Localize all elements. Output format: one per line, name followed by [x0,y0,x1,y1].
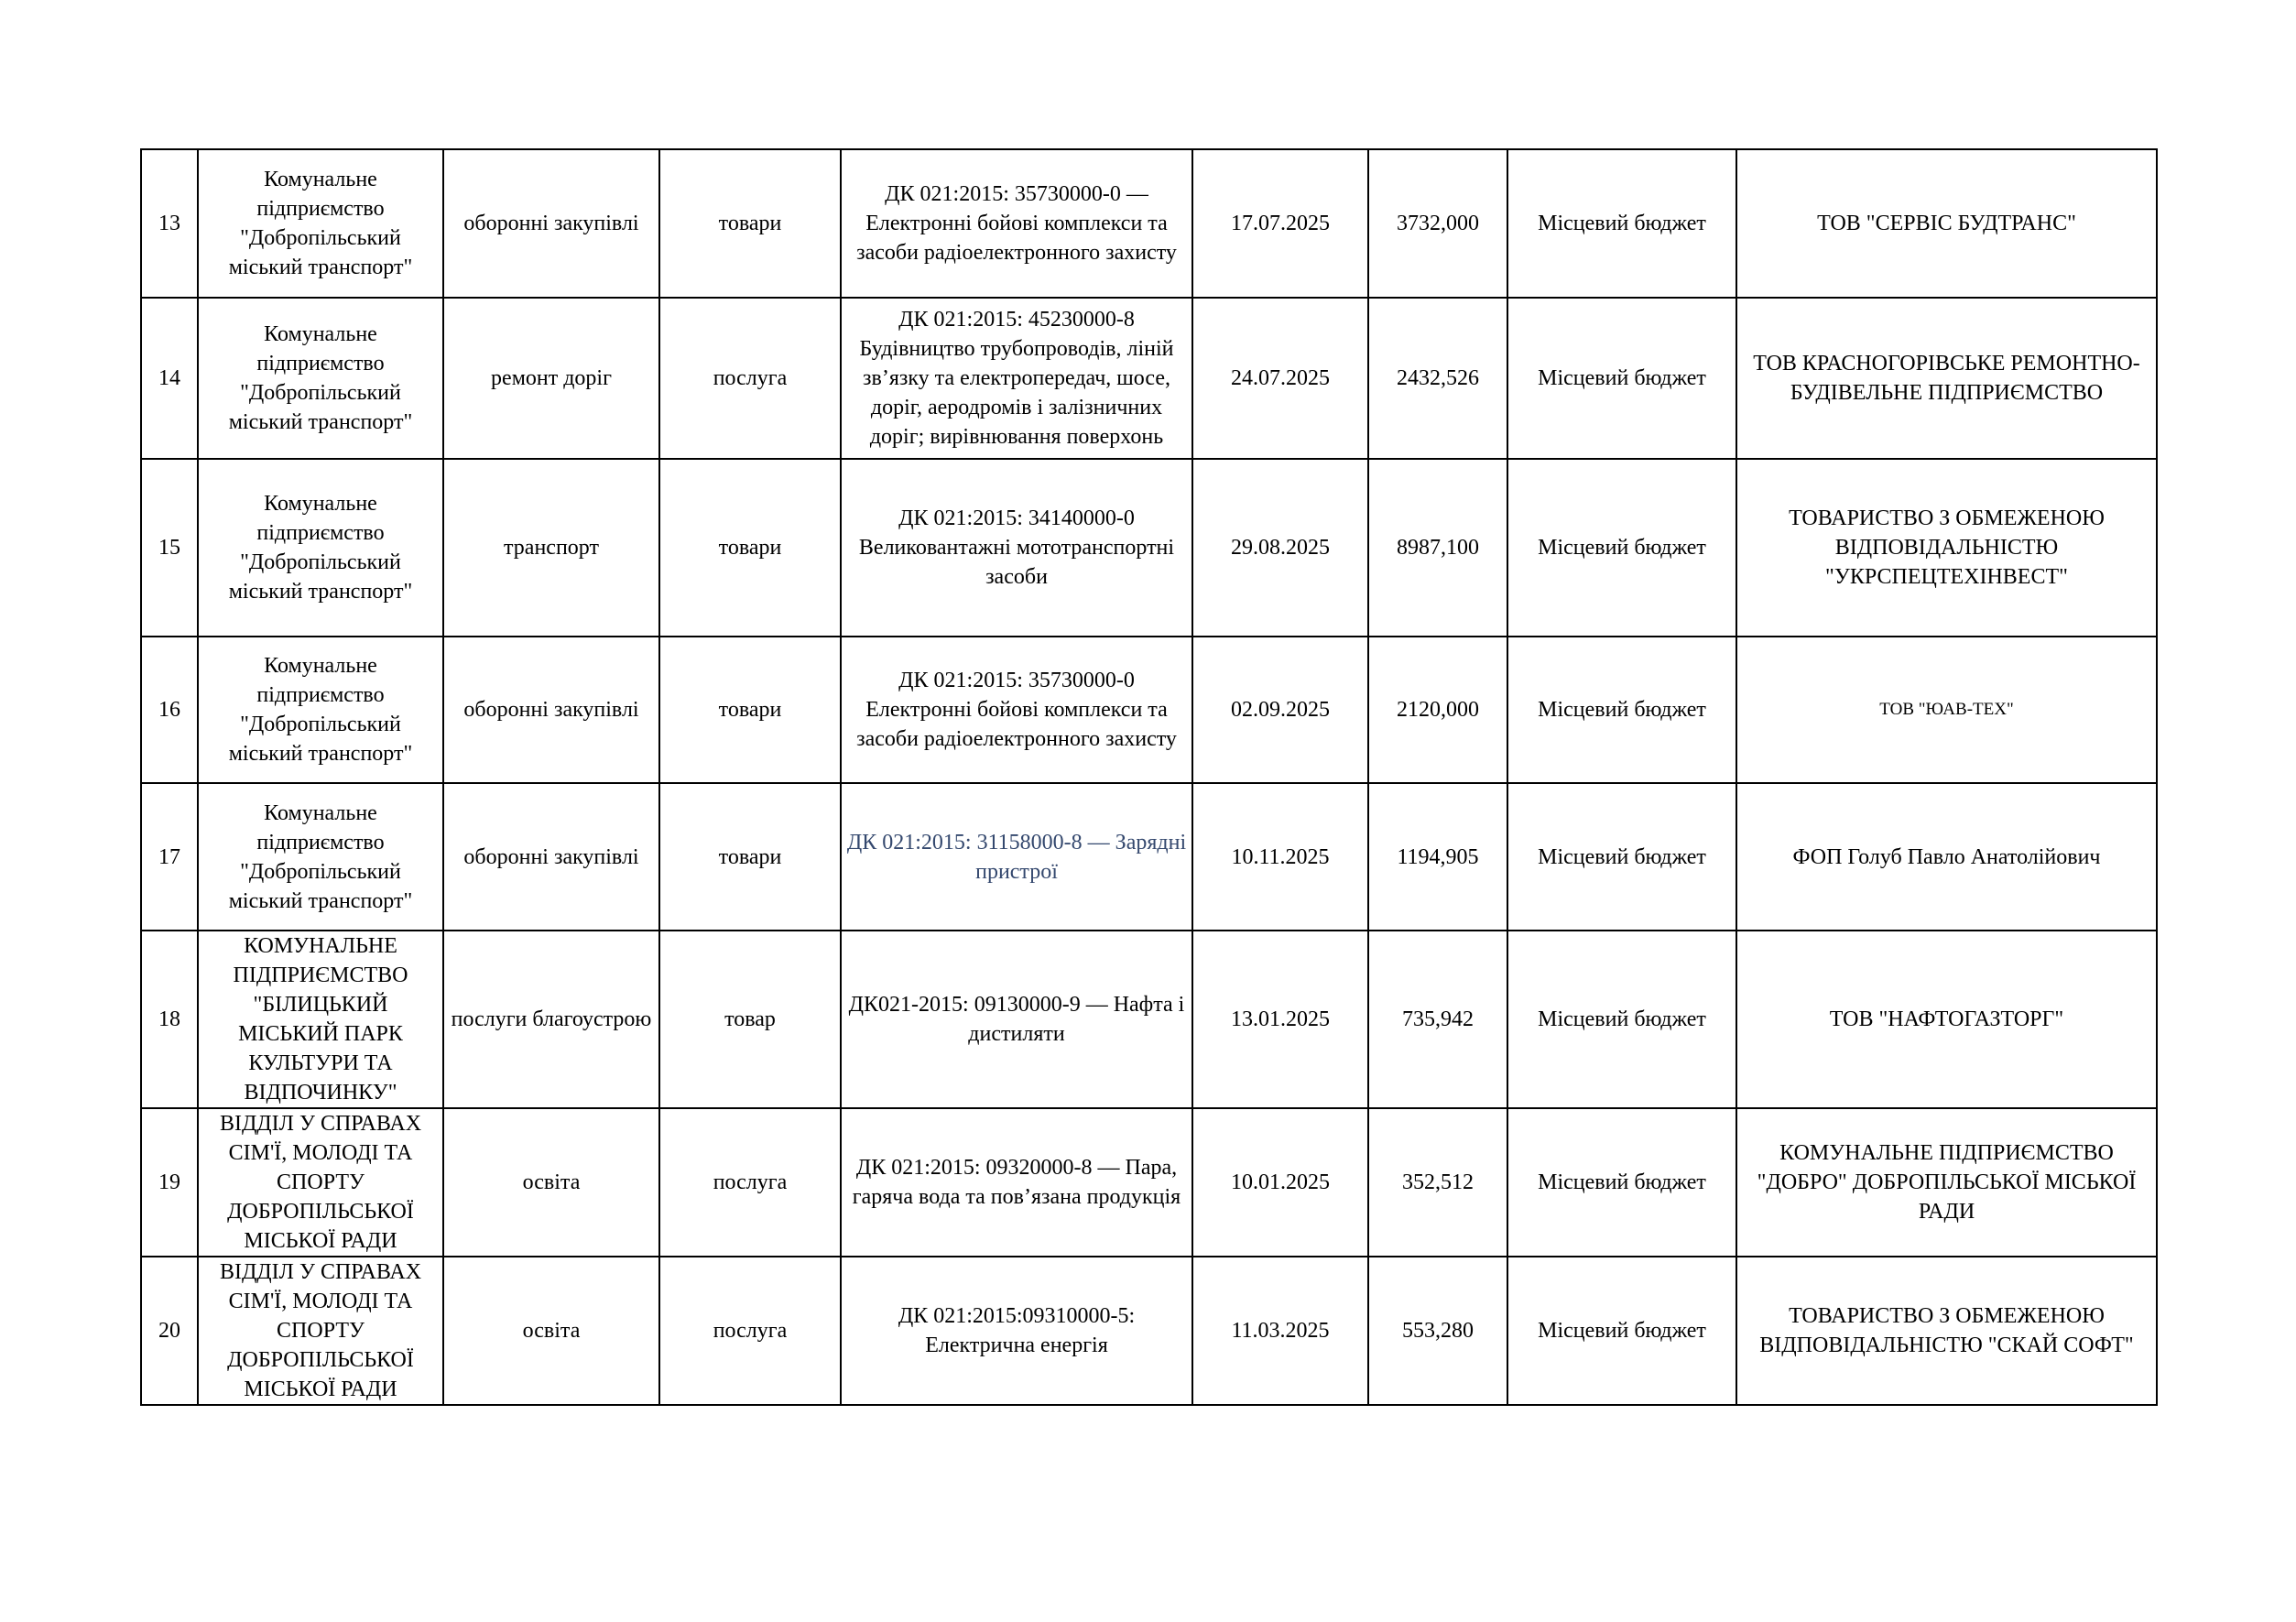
amount-cell: 2432,526 [1368,298,1507,459]
customer-cell: ВІДДІЛ У СПРАВАХ СІМ'Ї, МОЛОДІ ТА СПОРТУ ДОБРОПІЛЬСЬКОЇ МІСЬКОЇ РАДИ [198,1257,443,1405]
date-cell: 02.09.2025 [1192,637,1368,783]
subject-cell: оборонні закупівлі [443,637,659,783]
supplier-cell: ФОП Голуб Павло Анатолійович [1736,783,2157,931]
amount-cell: 8987,100 [1368,459,1507,637]
type-cell: послуга [659,1257,841,1405]
date-cell: 17.07.2025 [1192,149,1368,298]
code-cell: ДК 021:2015: 35730000-0 Електронні бойові комплекси та засоби радіоелектронного захисту [841,637,1192,783]
subject-cell: освіта [443,1257,659,1405]
row-number: 18 [141,931,198,1108]
amount-cell: 735,942 [1368,931,1507,1108]
funding-cell: Місцевий бюджет [1507,149,1736,298]
supplier-cell: ТОВ КРАСНОГОРІВСЬКЕ РЕМОНТНО-БУДІВЕЛЬНЕ ПІДПРИЄМСТВО [1736,298,2157,459]
date-cell: 13.01.2025 [1192,931,1368,1108]
row-number: 13 [141,149,198,298]
table-row [141,1108,2157,1257]
amount-cell: 553,280 [1368,1257,1507,1405]
customer-cell: Комунальне підприємство "Добропільський міський транспорт" [198,637,443,783]
supplier-cell: ТОВ "СЕРВІС БУДТРАНС" [1736,149,2157,298]
subject-cell: оборонні закупівлі [443,149,659,298]
date-cell: 10.01.2025 [1192,1108,1368,1257]
code-cell: ДК 021:2015: 09320000-8 — Пара, гаряча вода та пов’язана продукція [841,1108,1192,1257]
customer-cell: Комунальне підприємство "Добропільський міський транспорт" [198,149,443,298]
subject-cell: освіта [443,1108,659,1257]
table-row [141,298,2157,459]
type-cell: послуга [659,1108,841,1257]
funding-cell: Місцевий бюджет [1507,783,1736,931]
row-number: 16 [141,637,198,783]
supplier-cell: ТОВАРИСТВО З ОБМЕЖЕНОЮ ВІДПОВІДАЛЬНІСТЮ "УКРСПЕЦТЕХІНВЕСТ" [1736,459,2157,637]
code-cell: ДК 021:2015: 34140000-0 Великовантажні мототранспортні засоби [841,459,1192,637]
customer-cell: ВІДДІЛ У СПРАВАХ СІМ'Ї, МОЛОДІ ТА СПОРТУ ДОБРОПІЛЬСЬКОЇ МІСЬКОЇ РАДИ [198,1108,443,1257]
row-number: 20 [141,1257,198,1405]
amount-cell: 3732,000 [1368,149,1507,298]
customer-cell: КОМУНАЛЬНЕ ПІДПРИЄМСТВО "БІЛИЦЬКИЙ МІСЬКИЙ ПАРК КУЛЬТУРИ ТА ВІДПОЧИНКУ" [198,931,443,1108]
code-cell: ДК 021:2015: 31158000-8 — Зарядні пристрої [841,783,1192,931]
funding-cell: Місцевий бюджет [1507,931,1736,1108]
date-cell: 11.03.2025 [1192,1257,1368,1405]
row-number: 14 [141,298,198,459]
funding-cell: Місцевий бюджет [1507,1108,1736,1257]
supplier-cell: ТОВ "ЮАВ-ТЕХ" [1736,637,2157,783]
customer-cell: Комунальне підприємство "Добропільський міський транспорт" [198,783,443,931]
code-cell: ДК 021:2015: 35730000-0 — Електронні бойові комплекси та засоби радіоелектронного захисту [841,149,1192,298]
type-cell: послуга [659,298,841,459]
subject-cell: ремонт доріг [443,298,659,459]
customer-cell: Комунальне підприємство "Добропільський міський транспорт" [198,459,443,637]
table-row [141,931,2157,1108]
subject-cell: транспорт [443,459,659,637]
funding-cell: Місцевий бюджет [1507,1257,1736,1405]
table-row [141,783,2157,931]
code-text: ДК 021:2015: 45230000-8 Будівництво трубопроводів, ліній зв’язку та електропередач, шосе, доріг, аеродромів і залізничних доріг; вирівнювання поверхонь [859,308,1174,449]
code-cell: ДК021-2015: 09130000-9 — Нафта і дистиляти [841,931,1192,1108]
supplier-cell: ТОВ "НАФТОГАЗТОРГ" [1736,931,2157,1108]
table-row [141,637,2157,783]
row-number: 19 [141,1108,198,1257]
row-number: 15 [141,459,198,637]
subject-cell: оборонні закупівлі [443,783,659,931]
customer-cell: Комунальне підприємство "Добропільський міський транспорт" [198,298,443,459]
date-cell: 24.07.2025 [1192,298,1368,459]
type-cell: товари [659,149,841,298]
type-cell: товари [659,637,841,783]
supplier-cell: ТОВАРИСТВО З ОБМЕЖЕНОЮ ВІДПОВІДАЛЬНІСТЮ "СКАЙ СОФТ" [1736,1257,2157,1405]
supplier-cell: КОМУНАЛЬНЕ ПІДПРИЄМСТВО "ДОБРО" ДОБРОПІЛЬСЬКОЇ МІСЬКОЇ РАДИ [1736,1108,2157,1257]
type-cell: товари [659,459,841,637]
table-row [141,1257,2157,1405]
amount-cell: 2120,000 [1368,637,1507,783]
date-cell: 29.08.2025 [1192,459,1368,637]
amount-cell: 1194,905 [1368,783,1507,931]
amount-cell: 352,512 [1368,1108,1507,1257]
row-number: 17 [141,783,198,931]
type-cell: товари [659,783,841,931]
subject-cell: послуги благоустрою [443,931,659,1108]
table-row [141,149,2157,298]
date-cell: 10.11.2025 [1192,783,1368,931]
funding-cell: Місцевий бюджет [1507,637,1736,783]
table-row [141,459,2157,637]
funding-cell: Місцевий бюджет [1507,298,1736,459]
type-cell: товар [659,931,841,1108]
funding-cell: Місцевий бюджет [1507,459,1736,637]
code-cell: ДК 021:2015:09310000-5: Електрична енергія [841,1257,1192,1405]
code-cell [841,298,1192,459]
procurement-table [140,148,2158,1406]
